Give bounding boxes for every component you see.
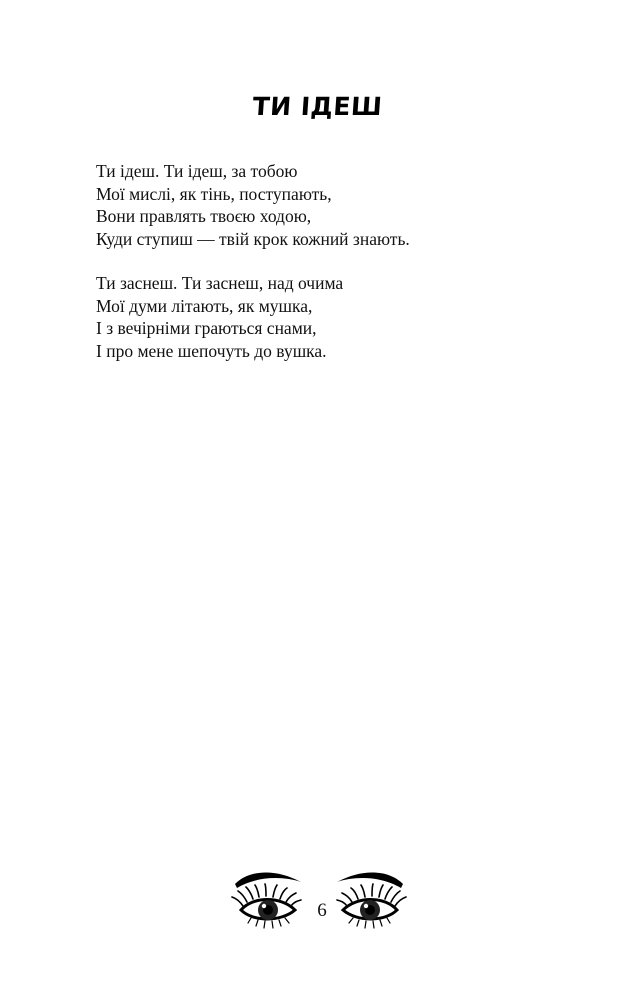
right-eye-icon bbox=[335, 866, 407, 932]
page-number: 6 bbox=[317, 900, 327, 921]
stanza-1 bbox=[96, 160, 556, 250]
poem-title: ТИ ІДЕШ bbox=[251, 92, 384, 121]
poem-line: Мої мислі, як тінь, поступають, bbox=[96, 183, 332, 204]
poem-line: Вони правлять твоєю ходою, bbox=[96, 206, 312, 226]
left-eye-icon bbox=[231, 866, 303, 932]
poem-line: Мої думи літають, як мушка, bbox=[96, 295, 313, 316]
poem-line: І з вечірніми граються снами, bbox=[96, 318, 317, 338]
stanza-2 bbox=[96, 272, 556, 362]
poem-line: Ти ідеш. Ти ідеш, за тобою bbox=[96, 161, 298, 181]
poem-body bbox=[96, 160, 556, 384]
poem-line: І про мене шепочуть до вушка. bbox=[96, 340, 327, 361]
poem-line: Куди ступиш — твій крок кожний знають. bbox=[96, 228, 410, 249]
page-footer bbox=[225, 866, 415, 936]
poem-line: Ти заснеш. Ти заснеш, над очима bbox=[96, 273, 344, 293]
